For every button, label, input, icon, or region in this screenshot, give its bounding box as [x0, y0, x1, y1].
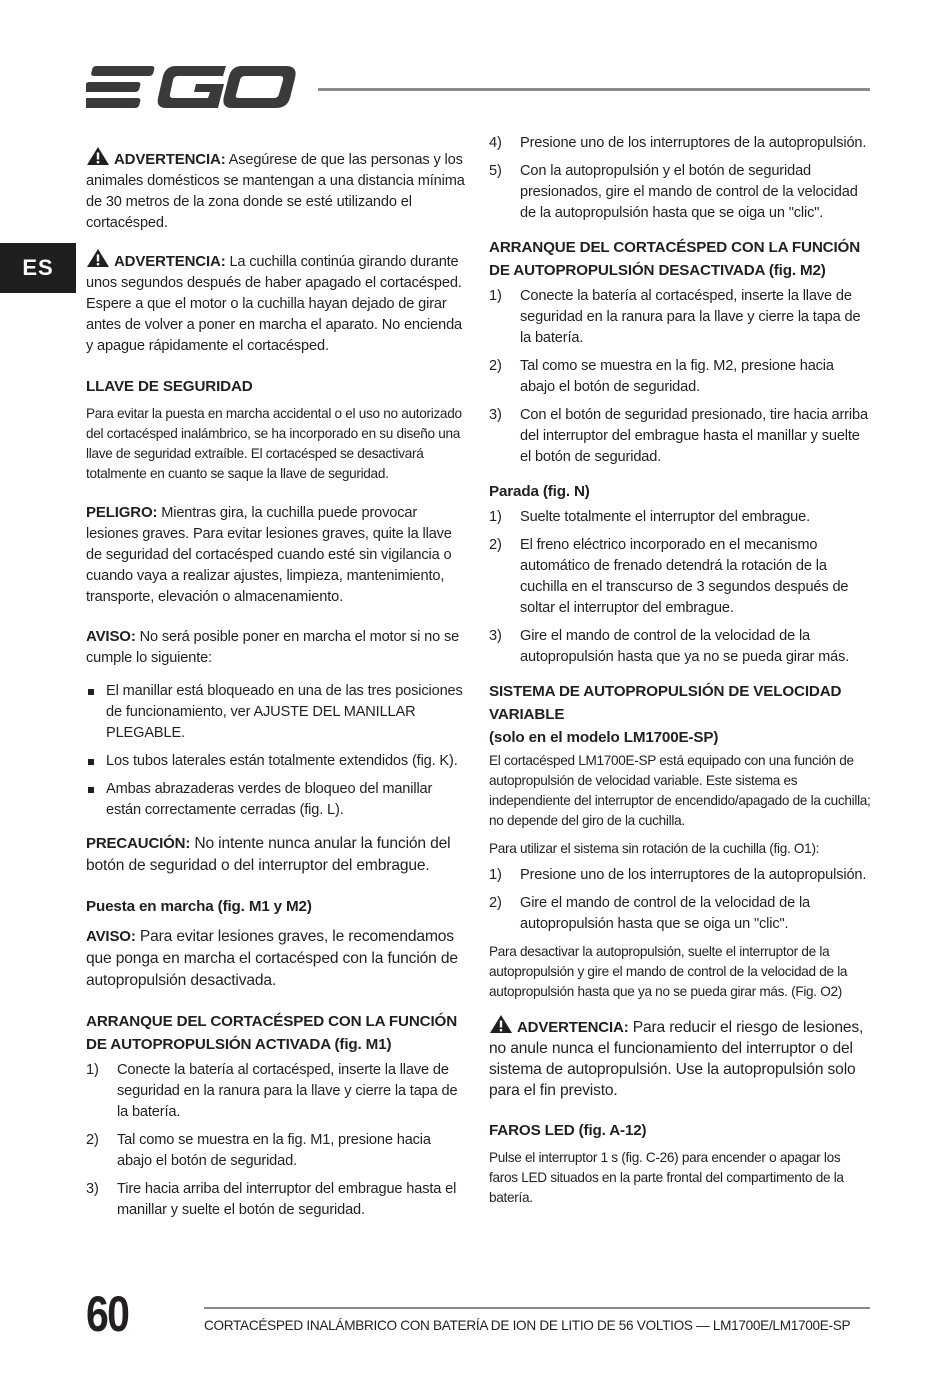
warning-label: ADVERTENCIA: [517, 1019, 629, 1036]
danger-label: PELIGRO: [86, 504, 158, 521]
warning-triangle-icon [489, 1014, 513, 1034]
list-item: 5) Con la autopropulsión y el botón de seguridad presionados, gire el mando de control de la velocidad de la autopropulsión hasta que se oiga un "clic". [489, 163, 858, 221]
caution-label: PRECAUCIÓN: [86, 835, 191, 852]
requirements-list [86, 681, 468, 821]
footer-rule [204, 1307, 870, 1309]
list-item: Los tubos laterales están totalmente extendidos (fig. K). [86, 751, 468, 772]
section-text: Pulse el interruptor 1 s (fig. C-26) para encender o apagar los faros LED situados en la parte frontal del compartimento de la batería. [489, 1150, 844, 1205]
stop-steps-list [489, 507, 872, 668]
list-item: 3) Tire hacia arriba del interruptor del embrague hasta el manillar y suelte el botón de seguridad. [86, 1181, 457, 1218]
warning-triangle-icon [86, 146, 110, 166]
start-steps-list [86, 1060, 468, 1221]
section-heading: FAROS LED (fig. A-12) [489, 1122, 647, 1139]
section-text: Para desactivar la autopropulsión, suelte el interruptor de la autopropulsión y gire el mando de control de la velocidad de la autopropulsión hasta que ya no se pueda girar más. (Fig. O2) [489, 944, 848, 999]
section-heading: Parada (fig. N) [489, 483, 590, 500]
list-item: 2) Gire el mando de control de la velocidad de la autopropulsión hasta que se oiga un "clic". [489, 895, 811, 932]
list-item: El manillar está bloqueado en una de las tres posiciones de funcionamiento, ver AJUSTE DEL MANILLAR PLEGABLE. [86, 681, 468, 744]
language-tab: ES [0, 243, 76, 293]
section-heading: LLAVE DE SEGURIDAD [86, 378, 253, 395]
warning-paragraph [86, 248, 468, 357]
footer-title: CORTACÉSPED INALÁMBRICO CON BATERÍA DE ION DE LITIO DE 56 VOLTIOS — LM1700E/LM1700E-SP [204, 1318, 851, 1333]
section-heading: ARRANQUE DEL CORTACÉSPED CON LA FUNCIÓN DE AUTOPROPULSIÓN ACTIVADA (fig. M1) [86, 1013, 458, 1053]
notice-text: Para evitar lesiones graves, le recomendamos que ponga en marcha el cortacésped con la función de autopropulsión desactivada. [86, 928, 458, 989]
header-rule [318, 88, 870, 91]
warning-label: ADVERTENCIA: [114, 151, 226, 168]
notice-paragraph [86, 926, 468, 992]
left-column [86, 146, 468, 1235]
danger-text: Mientras gira, la cuchilla puede provocar lesiones graves. Para evitar lesiones graves, quite la llave de seguridad del cortacésped cuando esté sin vigilancia o cuando vaya a realizar ajustes, limpieza, mantenimiento, transporte, elevación o almacenamiento. [86, 505, 452, 605]
bullet-square-icon [88, 759, 94, 765]
list-item: 1) Conecte la batería al cortacésped, inserte la llave de seguridad en la ranura para la llave y cierre la tapa de la batería. [489, 288, 861, 346]
warning-label: ADVERTENCIA: [114, 253, 226, 270]
system-steps-list [489, 865, 872, 935]
bullet-square-icon [88, 689, 94, 695]
warning-paragraph [489, 1014, 872, 1101]
section-heading: Puesta en marcha (fig. M1 y M2) [86, 898, 312, 915]
danger-paragraph [86, 502, 468, 608]
notice-label: AVISO: [86, 628, 136, 645]
section-subheading: (solo en el modelo LM1700E-SP) [489, 729, 719, 746]
caution-paragraph [86, 833, 468, 877]
start-steps-list-continued [489, 133, 872, 224]
list-item: 1) Conecte la batería al cortacésped, inserte la llave de seguridad en la ranura para la llave y cierre la tapa de la batería. [86, 1062, 458, 1120]
right-column [489, 133, 872, 1222]
section-text: Para utilizar el sistema sin rotación de la cuchilla (fig. O1): [489, 841, 820, 856]
notice-text: No será posible poner en marcha el motor si no se cumple lo siguiente: [86, 629, 460, 666]
list-item: 1) Suelte totalmente el interruptor del embrague. [489, 509, 811, 525]
notice-paragraph [86, 626, 468, 669]
section-heading: SISTEMA DE AUTOPROPULSIÓN DE VELOCIDAD VARIABLE [489, 683, 842, 723]
list-item: 1) Presione uno de los interruptores de la autopropulsión. [489, 867, 867, 883]
list-item: 2) Tal como se muestra en la fig. M2, presione hacia abajo el botón de seguridad. [489, 358, 834, 395]
warning-text: Para reducir el riesgo de lesiones, no anule nunca el funcionamiento del interruptor o del sistema de autopropulsión. Use la autopropulsión solo para el fin previsto. [489, 1019, 864, 1099]
section-text: Para evitar la puesta en marcha accidental o el uso no autorizado del cortacésped inalámbrico, se ha incorporado en su diseño una llave de seguridad extraíble. El cortacésped se desactivará totalmente en cuanto se saque la llave de seguridad. [86, 406, 462, 481]
list-item: 2) El freno eléctrico incorporado en el mecanismo automático de frenado detendrá la rotación de la cuchilla en el transcurso de 3 segundos después de soltar el interruptor del embrague. [489, 537, 849, 616]
list-item: 2) Tal como se muestra en la fig. M1, presione hacia abajo el botón de seguridad. [86, 1132, 431, 1169]
warning-text: La cuchilla continúa girando durante unos segundos después de haber apagado el cortacésped. Espere a que el motor o la cuchilla hayan dejado de girar antes de volver a poner en marcha el aparato. No encienda y apague rápidamente el cortacésped. [86, 254, 462, 354]
start-off-steps-list [489, 286, 872, 468]
page-number: 60 [86, 1286, 129, 1342]
warning-paragraph [86, 146, 468, 234]
list-item: Ambas abrazaderas verdes de bloqueo del manillar están correctamente cerradas (fig. L). [86, 779, 468, 821]
list-item: 4) Presione uno de los interruptores de la autopropulsión. [489, 135, 867, 151]
list-item: 3) Con el botón de seguridad presionado, tire hacia arriba del interruptor del embrague hasta el manillar y suelte el botón de seguridad. [489, 407, 868, 465]
warning-text: Asegúrese de que las personas y los animales domésticos se mantengan a una distancia mínima de 30 metros de la zona donde se esté utilizando el cortacésped. [86, 152, 465, 231]
warning-triangle-icon [86, 248, 110, 268]
bullet-square-icon [88, 787, 94, 793]
notice-label: AVISO: [86, 928, 136, 945]
list-item: 3) Gire el mando de control de la velocidad de la autopropulsión hasta que ya no se pueda girar más. [489, 628, 850, 665]
caution-text: No intente nunca anular la función del botón de seguridad o del interruptor del embrague. [86, 835, 451, 874]
section-text: El cortacésped LM1700E-SP está equipado con una función de autopropulsión de velocidad variable. Este sistema es independiente del interruptor de encendido/apagado de la cuchilla; no depende del giro de la cuchilla. [489, 753, 871, 828]
ego-logo [86, 62, 298, 112]
section-heading: ARRANQUE DEL CORTACÉSPED CON LA FUNCIÓN DE AUTOPROPULSIÓN DESACTIVADA (fig. M2) [489, 239, 861, 279]
